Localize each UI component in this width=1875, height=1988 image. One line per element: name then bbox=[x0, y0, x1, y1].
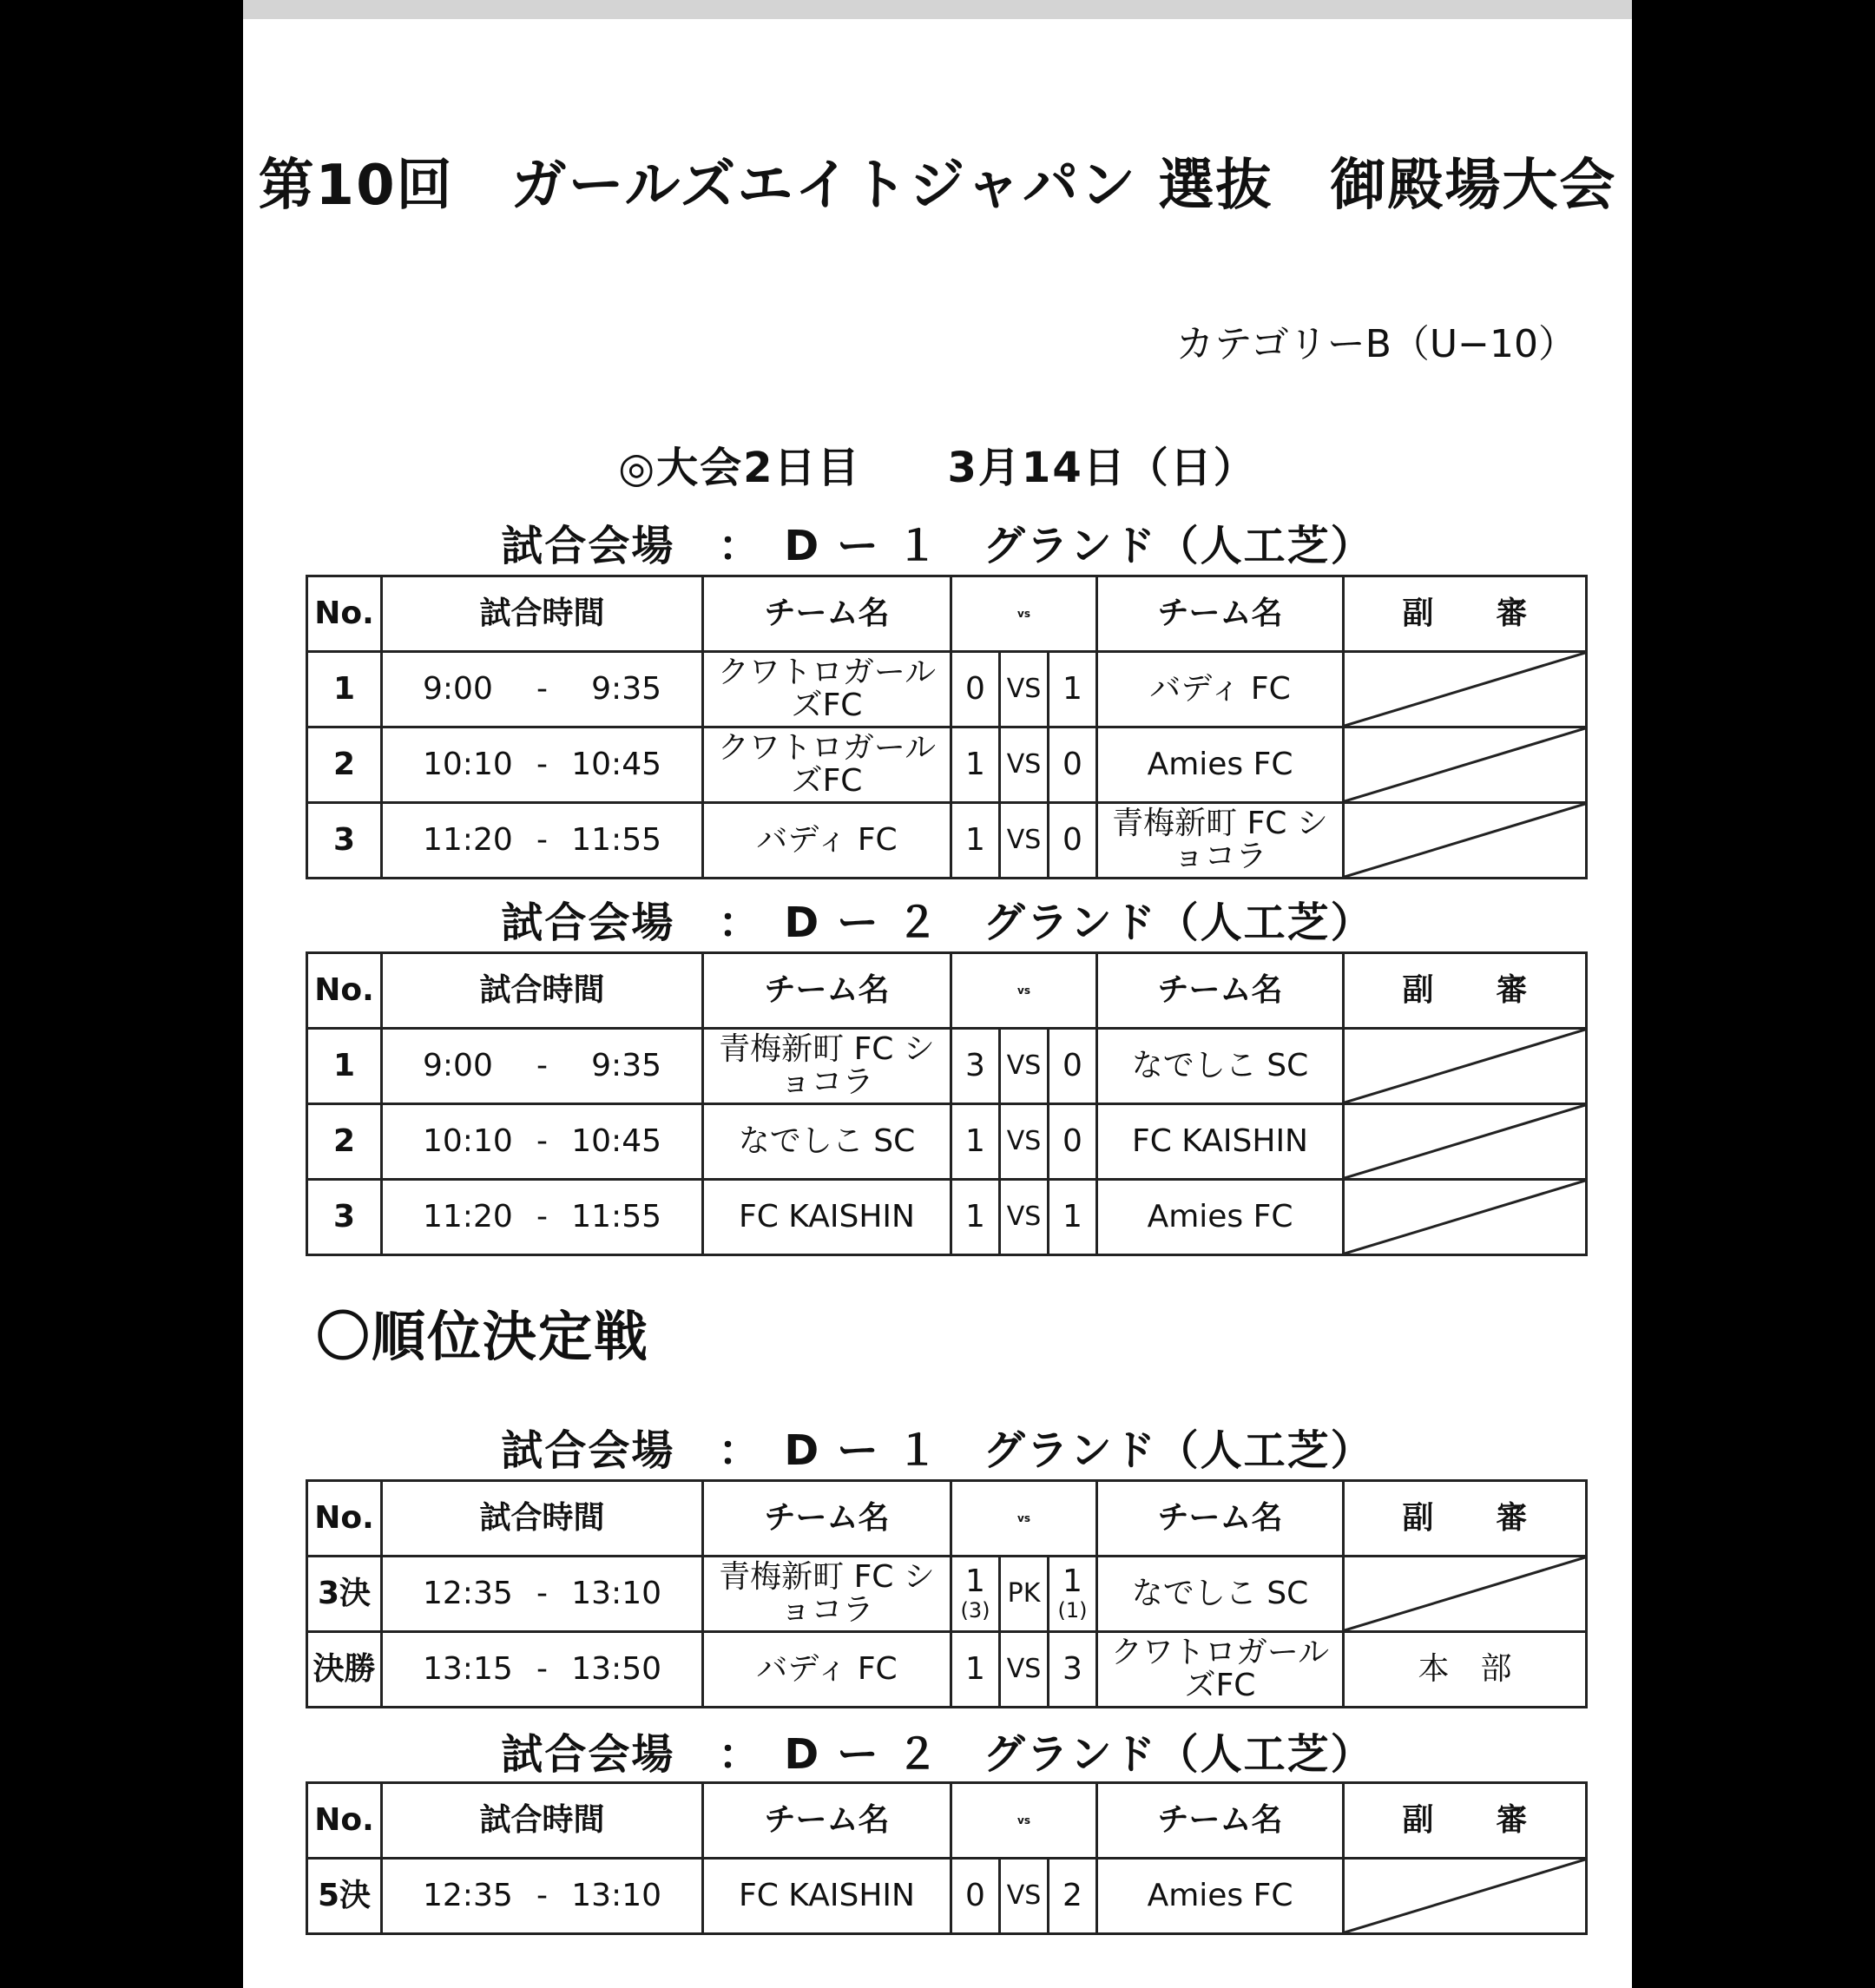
table-row bbox=[307, 1104, 1587, 1180]
team2: Amies FC bbox=[1097, 1180, 1344, 1255]
score1-cell bbox=[951, 1180, 1000, 1255]
team1: FC KAISHIN bbox=[703, 1180, 951, 1255]
team2: Amies FC bbox=[1097, 727, 1344, 803]
schedule-table bbox=[306, 575, 1588, 879]
end-time: 13:50 bbox=[571, 1651, 661, 1688]
table-header-row bbox=[307, 953, 1587, 1029]
score: 1 bbox=[965, 1651, 985, 1688]
time-separator: - bbox=[536, 1878, 548, 1914]
match-no: 決勝 bbox=[307, 1632, 382, 1708]
match-time bbox=[382, 803, 703, 879]
team1: バディ FC bbox=[703, 1632, 951, 1708]
time-separator: - bbox=[536, 671, 548, 708]
table-row bbox=[307, 1859, 1587, 1934]
score: 1 bbox=[965, 1123, 985, 1160]
start-time: 10:10 bbox=[423, 747, 513, 783]
header-vs: vs bbox=[951, 1783, 1097, 1859]
vs-label: PK bbox=[1000, 1557, 1049, 1632]
header-no: No. bbox=[307, 953, 382, 1029]
start-time: 12:35 bbox=[423, 1576, 513, 1612]
referee-cell bbox=[1344, 1104, 1587, 1180]
referee-cell bbox=[1344, 803, 1587, 879]
diagonal-strike bbox=[1345, 1860, 1585, 1932]
score2-cell bbox=[1049, 803, 1097, 879]
table-header-row bbox=[307, 576, 1587, 652]
diagonal-strike bbox=[1345, 728, 1585, 801]
diagonal-strike bbox=[1345, 1105, 1585, 1178]
pk-score: (3) bbox=[960, 1597, 990, 1623]
score: 0 bbox=[965, 671, 985, 708]
header-team2: チーム名 bbox=[1097, 576, 1344, 652]
team2: Amies FC bbox=[1097, 1859, 1344, 1934]
schedule-table bbox=[306, 1479, 1588, 1708]
diagonal-strike bbox=[1345, 1181, 1585, 1254]
team1: 青梅新町 FC ショコラ bbox=[703, 1557, 951, 1632]
end-time: 9:35 bbox=[591, 1048, 661, 1084]
start-time: 9:00 bbox=[423, 671, 493, 708]
team1: クワトロガールズFC bbox=[703, 727, 951, 803]
header-referee: 副 審 bbox=[1344, 953, 1587, 1029]
pk-score: (1) bbox=[1057, 1597, 1088, 1623]
score2-cell bbox=[1049, 1557, 1097, 1632]
referee-cell bbox=[1344, 1859, 1587, 1934]
score: 0 bbox=[1062, 1123, 1082, 1160]
match-no: 1 bbox=[307, 652, 382, 727]
score: 0 bbox=[1062, 822, 1082, 859]
diagonal-strike bbox=[1345, 1030, 1585, 1103]
header-referee: 副 審 bbox=[1344, 1783, 1587, 1859]
score: 0 bbox=[1062, 747, 1082, 783]
table-row bbox=[307, 1632, 1587, 1708]
vs-label: VS bbox=[1000, 652, 1049, 727]
table-header-row bbox=[307, 1481, 1587, 1557]
time-separator: - bbox=[536, 747, 548, 783]
team1: クワトロガールズFC bbox=[703, 652, 951, 727]
match-no: 3 bbox=[307, 1180, 382, 1255]
start-time: 11:20 bbox=[423, 822, 513, 859]
diagonal-strike bbox=[1345, 653, 1585, 726]
vs-label: VS bbox=[1000, 1632, 1049, 1708]
team1: 青梅新町 FC ショコラ bbox=[703, 1029, 951, 1104]
ranking-heading: 〇順位決定戦 bbox=[316, 1305, 650, 1368]
diagonal-strike bbox=[1345, 804, 1585, 877]
day-heading: ◎大会2日目 3月14日（日） bbox=[618, 444, 1257, 492]
end-time: 11:55 bbox=[571, 1199, 661, 1235]
table-row bbox=[307, 727, 1587, 803]
header-referee: 副 審 bbox=[1344, 1481, 1587, 1557]
score2-cell bbox=[1049, 1180, 1097, 1255]
time-separator: - bbox=[536, 1048, 548, 1084]
venue-heading: 試合会場 ： D ー ２ グランド（人工芝） bbox=[501, 1730, 1374, 1779]
team1: バディ FC bbox=[703, 803, 951, 879]
table-header-row bbox=[307, 1783, 1587, 1859]
score2-cell bbox=[1049, 652, 1097, 727]
match-time bbox=[382, 652, 703, 727]
end-time: 9:35 bbox=[591, 671, 661, 708]
score: 1 bbox=[965, 822, 985, 859]
header-referee: 副 審 bbox=[1344, 576, 1587, 652]
header-team1: チーム名 bbox=[703, 1783, 951, 1859]
score1-cell bbox=[951, 1859, 1000, 1934]
header-team2: チーム名 bbox=[1097, 1481, 1344, 1557]
team2: バディ FC bbox=[1097, 652, 1344, 727]
header-team2: チーム名 bbox=[1097, 953, 1344, 1029]
match-no: 1 bbox=[307, 1029, 382, 1104]
end-time: 13:10 bbox=[571, 1878, 661, 1914]
team2: クワトロガールズFC bbox=[1097, 1632, 1344, 1708]
schedule-table bbox=[306, 1781, 1588, 1935]
score: 3 bbox=[965, 1048, 985, 1084]
team2: 青梅新町 FC ショコラ bbox=[1097, 803, 1344, 879]
header-vs: vs bbox=[951, 953, 1097, 1029]
score1-cell bbox=[951, 803, 1000, 879]
score: 1 bbox=[965, 1563, 985, 1599]
start-time: 11:20 bbox=[423, 1199, 513, 1235]
team2: なでしこ SC bbox=[1097, 1557, 1344, 1632]
referee-cell bbox=[1344, 1029, 1587, 1104]
end-time: 10:45 bbox=[571, 747, 661, 783]
score: 1 bbox=[965, 747, 985, 783]
table-row bbox=[307, 1180, 1587, 1255]
venue-heading: 試合会場 ： D ー １ グランド（人工芝） bbox=[501, 1426, 1374, 1475]
header-team1: チーム名 bbox=[703, 953, 951, 1029]
score2-cell bbox=[1049, 727, 1097, 803]
match-no: 2 bbox=[307, 1104, 382, 1180]
table-row bbox=[307, 803, 1587, 879]
match-no: 5決 bbox=[307, 1859, 382, 1934]
header-no: No. bbox=[307, 1481, 382, 1557]
match-no: 3 bbox=[307, 803, 382, 879]
vs-label: VS bbox=[1000, 727, 1049, 803]
schedule-table bbox=[306, 951, 1588, 1256]
time-separator: - bbox=[536, 1651, 548, 1688]
match-time bbox=[382, 727, 703, 803]
header-vs: vs bbox=[951, 576, 1097, 652]
time-separator: - bbox=[536, 1199, 548, 1235]
team2: FC KAISHIN bbox=[1097, 1104, 1344, 1180]
table-row bbox=[307, 1557, 1587, 1632]
score: 1 bbox=[965, 1199, 985, 1235]
vs-label: VS bbox=[1000, 1180, 1049, 1255]
match-time bbox=[382, 1632, 703, 1708]
vs-label: VS bbox=[1000, 1029, 1049, 1104]
score2-cell bbox=[1049, 1632, 1097, 1708]
start-time: 12:35 bbox=[423, 1878, 513, 1914]
start-time: 10:10 bbox=[423, 1123, 513, 1160]
match-time bbox=[382, 1029, 703, 1104]
team2: なでしこ SC bbox=[1097, 1029, 1344, 1104]
time-separator: - bbox=[536, 1576, 548, 1612]
table-row bbox=[307, 1029, 1587, 1104]
score: 1 bbox=[1062, 671, 1082, 708]
score1-cell bbox=[951, 652, 1000, 727]
score: 0 bbox=[1062, 1048, 1082, 1084]
match-no: 2 bbox=[307, 727, 382, 803]
score2-cell bbox=[1049, 1029, 1097, 1104]
score: 1 bbox=[1062, 1199, 1082, 1235]
referee-cell bbox=[1344, 652, 1587, 727]
venue-heading: 試合会場 ： D ー ２ グランド（人工芝） bbox=[501, 899, 1374, 947]
vs-label: VS bbox=[1000, 1104, 1049, 1180]
team1: なでしこ SC bbox=[703, 1104, 951, 1180]
score: 3 bbox=[1062, 1651, 1082, 1688]
venue-heading: 試合会場 ： D ー １ グランド（人工芝） bbox=[501, 522, 1374, 570]
match-time bbox=[382, 1104, 703, 1180]
document-page bbox=[243, 0, 1632, 1988]
document-title: 第10回 ガールズエイトジャパン 選抜 御殿場大会 bbox=[258, 154, 1617, 218]
score: 1 bbox=[1062, 1563, 1082, 1599]
table-row bbox=[307, 652, 1587, 727]
header-no: No. bbox=[307, 576, 382, 652]
match-no: 3決 bbox=[307, 1557, 382, 1632]
header-time: 試合時間 bbox=[382, 576, 703, 652]
referee-cell bbox=[1344, 1632, 1587, 1708]
referee-name: 本 部 bbox=[1418, 1651, 1512, 1688]
referee-cell bbox=[1344, 1557, 1587, 1632]
header-team2: チーム名 bbox=[1097, 1783, 1344, 1859]
time-separator: - bbox=[536, 1123, 548, 1160]
end-time: 11:55 bbox=[571, 822, 661, 859]
score1-cell bbox=[951, 1632, 1000, 1708]
score: 2 bbox=[1062, 1878, 1082, 1914]
score: 0 bbox=[965, 1878, 985, 1914]
category-label: カテゴリーB（U−10） bbox=[1175, 322, 1576, 366]
score2-cell bbox=[1049, 1104, 1097, 1180]
match-time bbox=[382, 1557, 703, 1632]
header-team1: チーム名 bbox=[703, 576, 951, 652]
referee-cell bbox=[1344, 727, 1587, 803]
header-no: No. bbox=[307, 1783, 382, 1859]
header-time: 試合時間 bbox=[382, 1481, 703, 1557]
score1-cell bbox=[951, 727, 1000, 803]
score2-cell bbox=[1049, 1859, 1097, 1934]
end-time: 10:45 bbox=[571, 1123, 661, 1160]
referee-cell bbox=[1344, 1180, 1587, 1255]
team1: FC KAISHIN bbox=[703, 1859, 951, 1934]
end-time: 13:10 bbox=[571, 1576, 661, 1612]
start-time: 13:15 bbox=[423, 1651, 513, 1688]
header-time: 試合時間 bbox=[382, 953, 703, 1029]
match-time bbox=[382, 1859, 703, 1934]
header-time: 試合時間 bbox=[382, 1783, 703, 1859]
start-time: 9:00 bbox=[423, 1048, 493, 1084]
score1-cell bbox=[951, 1029, 1000, 1104]
diagonal-strike bbox=[1345, 1557, 1585, 1630]
score1-cell bbox=[951, 1104, 1000, 1180]
time-separator: - bbox=[536, 822, 548, 859]
vs-label: VS bbox=[1000, 1859, 1049, 1934]
header-team1: チーム名 bbox=[703, 1481, 951, 1557]
header-vs: vs bbox=[951, 1481, 1097, 1557]
match-time bbox=[382, 1180, 703, 1255]
vs-label: VS bbox=[1000, 803, 1049, 879]
score1-cell bbox=[951, 1557, 1000, 1632]
